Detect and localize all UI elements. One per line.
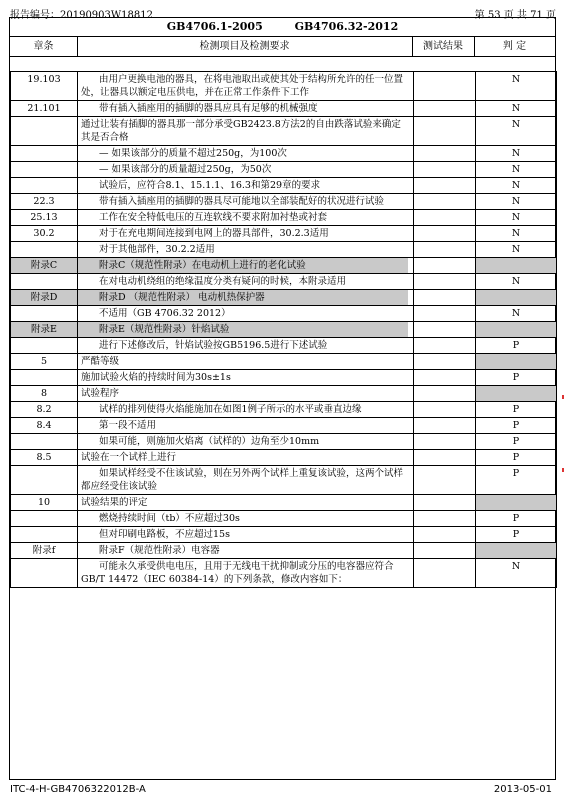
result-cell <box>414 194 476 210</box>
table-row <box>11 146 557 162</box>
table-row <box>11 559 557 588</box>
verdict-cell: N <box>476 274 557 290</box>
result-cell <box>414 322 476 338</box>
table-row <box>11 418 557 434</box>
result-cell <box>414 543 476 559</box>
report-number: 报告编号：20190903W18812 <box>10 10 153 21</box>
verdict-cell: N <box>476 306 557 322</box>
result-cell <box>414 559 476 588</box>
requirement-text: 严酷等级 <box>78 354 408 370</box>
col-verdict: 判 定 <box>502 41 527 52</box>
table-row <box>11 258 557 274</box>
clause-cell: 5 <box>11 354 78 370</box>
result-cell <box>414 210 476 226</box>
requirement-text: 如果可能，则施加火焰离（试样的）边角至少10mm <box>78 434 408 450</box>
verdict-cell: N <box>476 72 557 101</box>
verdict-cell: N <box>476 117 557 146</box>
verdict-cell: P <box>476 434 557 450</box>
table-row <box>11 370 557 386</box>
requirement-text: 试验程序 <box>78 386 408 402</box>
table-row <box>11 511 557 527</box>
verdict-cell: P <box>476 511 557 527</box>
table-row <box>11 450 557 466</box>
column-header <box>10 37 555 57</box>
result-cell <box>414 527 476 543</box>
report-table <box>9 17 556 780</box>
col-clause: 章条 <box>33 41 54 52</box>
table-row <box>11 194 557 210</box>
result-cell <box>414 178 476 194</box>
table-row <box>11 162 557 178</box>
clause-cell: 附录E <box>11 322 78 338</box>
verdict-cell <box>476 290 557 306</box>
requirement-text: 附录C（规范性附录）在电动机上进行的老化试验 <box>78 258 408 274</box>
verdict-cell <box>476 495 557 511</box>
verdict-cell <box>476 386 557 402</box>
requirement-text: 由用户更换电池的器具，在将电池取出或使其处于结构所允许的任一位置处，让器具以额定电压供电，并在正常工作条件下工作 <box>78 72 408 101</box>
result-cell <box>414 290 476 306</box>
clause-cell: 8.4 <box>11 418 78 434</box>
result-cell <box>414 386 476 402</box>
table-row <box>11 402 557 418</box>
result-cell <box>414 72 476 101</box>
clause-cell <box>11 306 78 322</box>
clause-cell <box>11 274 78 290</box>
result-cell <box>414 242 476 258</box>
verdict-cell <box>476 322 557 338</box>
clause-cell: 21.101 <box>11 101 78 117</box>
table-row <box>11 290 557 306</box>
verdict-cell: N <box>476 146 557 162</box>
table-row <box>11 242 557 258</box>
requirement-text: — 如果该部分的质量超过250g，为50次 <box>78 162 408 178</box>
doc-code: ITC-4-H-GB4706322012B-A <box>10 784 146 795</box>
clause-cell <box>11 242 78 258</box>
result-cell <box>414 402 476 418</box>
verdict-cell: P <box>476 527 557 543</box>
requirements-table <box>10 71 557 588</box>
verdict-cell: P <box>476 418 557 434</box>
table-row <box>11 386 557 402</box>
requirement-text: — 如果该部分的质量不超过250g，为100次 <box>78 146 408 162</box>
table-row <box>11 210 557 226</box>
requirement-text: 对于在充电期间连接到电网上的器具部件，30.2.3适用 <box>78 226 408 242</box>
standard-1: GB4706.1-2005 <box>166 20 263 33</box>
requirement-text: 如果试样经受不住该试验，则在另外两个试样上重复该试验，这两个试样都应经受住该试验 <box>78 466 408 495</box>
requirement-text: 工作在安全特低电压的互连软线不要求附加衬垫或衬套 <box>78 210 408 226</box>
clause-cell: 30.2 <box>11 226 78 242</box>
table-row <box>11 354 557 370</box>
clause-cell <box>11 370 78 386</box>
table-row <box>11 466 557 495</box>
verdict-cell: N <box>476 226 557 242</box>
verdict-cell: N <box>476 210 557 226</box>
requirement-text: 附录D （规范性附录） 电动机热保护器 <box>78 290 408 306</box>
table-row <box>11 178 557 194</box>
standard-title <box>10 18 555 37</box>
clause-cell: 22.3 <box>11 194 78 210</box>
verdict-cell: N <box>476 194 557 210</box>
clause-cell <box>11 511 78 527</box>
verdict-cell: N <box>476 242 557 258</box>
result-cell <box>414 306 476 322</box>
verdict-cell: N <box>476 559 557 588</box>
table-row <box>11 495 557 511</box>
result-cell <box>414 511 476 527</box>
clause-cell: 25.13 <box>11 210 78 226</box>
clause-cell: 10 <box>11 495 78 511</box>
result-cell <box>414 495 476 511</box>
clause-cell <box>11 146 78 162</box>
requirement-text: 在对电动机绕组的绝缘温度分类有疑问的时候，本附录适用 <box>78 274 408 290</box>
clause-cell <box>11 559 78 588</box>
clause-cell <box>11 178 78 194</box>
standard-2: GB4706.32-2012 <box>294 20 399 33</box>
table-row <box>11 101 557 117</box>
verdict-cell <box>476 543 557 559</box>
result-cell <box>414 370 476 386</box>
clause-cell <box>11 466 78 495</box>
verdict-cell <box>476 354 557 370</box>
verdict-cell <box>476 258 557 274</box>
table-row <box>11 543 557 559</box>
result-cell <box>414 101 476 117</box>
clause-cell <box>11 434 78 450</box>
requirement-text: 进行下述修改后，针焰试验按GB5196.5进行下述试验 <box>78 338 408 354</box>
result-cell <box>414 258 476 274</box>
requirement-text: 试样的排列使得火焰能施加在如图1例子所示的水平或垂直边缘 <box>78 402 408 418</box>
result-cell <box>414 434 476 450</box>
table-row <box>11 527 557 543</box>
requirement-text: 对于其他部件，30.2.2适用 <box>78 242 408 258</box>
clause-cell: 附录C <box>11 258 78 274</box>
result-cell <box>414 117 476 146</box>
requirement-text: 施加试验火焰的持续时间为30s±1s <box>78 370 408 386</box>
clause-cell: 附录D <box>11 290 78 306</box>
table-row <box>11 226 557 242</box>
requirement-text: 附录F（规范性附录）电容器 <box>78 543 408 559</box>
table-row <box>11 72 557 101</box>
requirement-text: 试验后，应符合8.1、15.1.1、16.3和第29章的要求 <box>78 178 408 194</box>
table-row <box>11 117 557 146</box>
verdict-cell: N <box>476 162 557 178</box>
result-cell <box>414 450 476 466</box>
result-cell <box>414 466 476 495</box>
requirement-text: 不适用（GB 4706.32 2012） <box>78 306 408 322</box>
doc-date: 2013-05-01 <box>493 784 552 795</box>
clause-cell: 8.5 <box>11 450 78 466</box>
verdict-cell: P <box>476 370 557 386</box>
table-row <box>11 338 557 354</box>
verdict-cell: P <box>476 338 557 354</box>
verdict-cell: P <box>476 450 557 466</box>
requirement-text: 燃烧持续时间（tb）不应超过30s <box>78 511 408 527</box>
verdict-cell: P <box>476 402 557 418</box>
clause-cell: 8 <box>11 386 78 402</box>
page-number: 第 53 页 共 71 页 <box>474 10 556 21</box>
table-row <box>11 274 557 290</box>
requirement-text: 通过让装有插脚的器具那一部分承受GB2423.8方法2的自由跌落试验来确定其是否合格 <box>78 117 408 146</box>
result-cell <box>414 354 476 370</box>
result-cell <box>414 146 476 162</box>
clause-cell: 附录f <box>11 543 78 559</box>
clause-cell <box>11 117 78 146</box>
clause-cell <box>11 338 78 354</box>
verdict-cell: N <box>476 101 557 117</box>
result-cell <box>414 418 476 434</box>
requirement-text: 带有插入插座用的插脚的器具尽可能地以全部装配好的状况进行试验 <box>78 194 408 210</box>
clause-cell: 8.2 <box>11 402 78 418</box>
result-cell <box>414 338 476 354</box>
requirement-text: 试验在一个试样上进行 <box>78 450 408 466</box>
result-cell <box>414 226 476 242</box>
requirement-text: 但对印刷电路板，不应超过15s <box>78 527 408 543</box>
verdict-cell: N <box>476 178 557 194</box>
requirement-text: 可能永久承受供电电压，且用于无线电干扰抑制或分压的电容器应符合GB/T 14472（IEC 60384-14）的下列条款，修改内容如下： <box>78 559 408 588</box>
requirement-text: 试验结果的评定 <box>78 495 408 511</box>
requirement-text: 第一段不适用 <box>78 418 408 434</box>
requirement-text: 带有插入插座用的插脚的器具应具有足够的机械强度 <box>78 101 408 117</box>
verdict-cell: P <box>476 466 557 495</box>
result-cell <box>414 274 476 290</box>
col-result: 测试结果 <box>423 41 463 52</box>
clause-cell: 19.103 <box>11 72 78 101</box>
col-item: 检测项目及检测要求 <box>199 41 290 52</box>
result-cell <box>414 162 476 178</box>
clause-cell <box>11 162 78 178</box>
requirement-text: 附录E（规范性附录）针焰试验 <box>78 322 408 338</box>
table-row <box>11 306 557 322</box>
table-row <box>11 322 557 338</box>
table-row <box>11 434 557 450</box>
clause-cell <box>11 527 78 543</box>
